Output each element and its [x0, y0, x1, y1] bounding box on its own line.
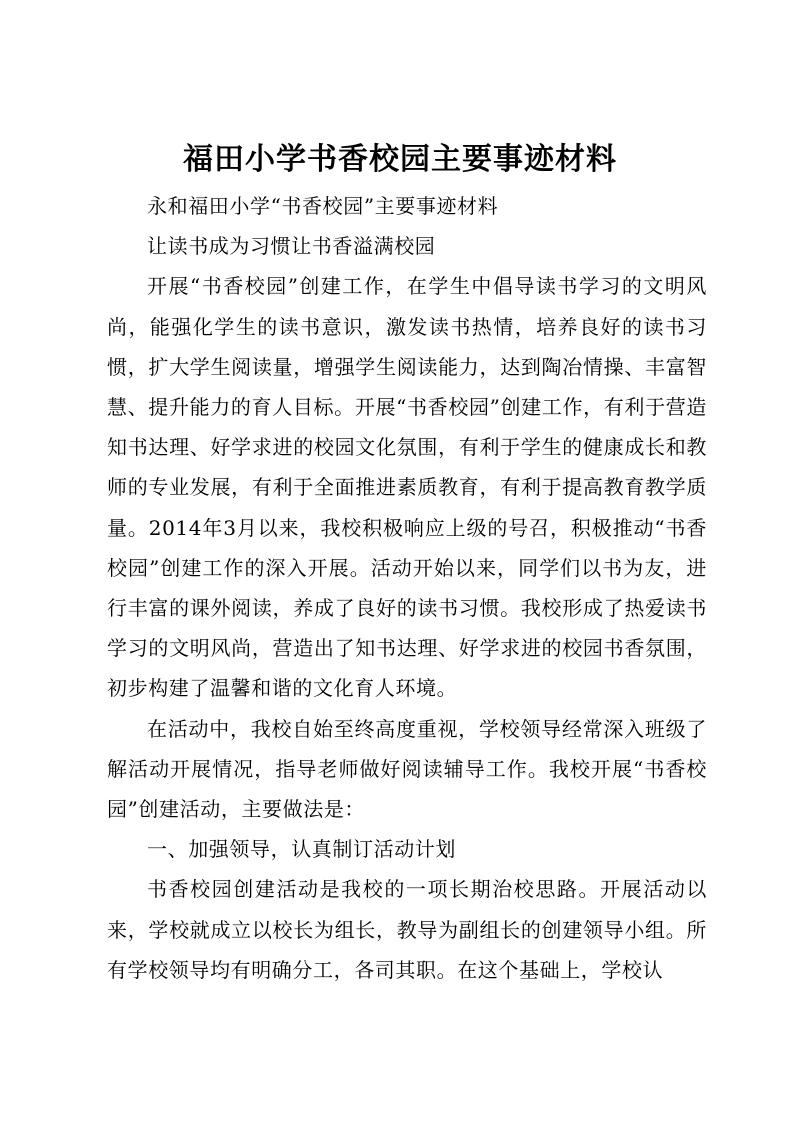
slogan-paragraph: 让读书成为习惯让书香溢满校园 — [147, 234, 436, 259]
leadership-paragraph: 书香校园创建活动是我校的一项长期治校思路。开展活动以来，学校就成立以校长为组长，教导为副组长的创建领导小组。所有学校领导均有明确分工，各司其职。在这个基础上，学校认 — [107, 877, 707, 982]
intro-paragraph: 开展“书香校园”创建工作，在学生中倡导读书学习的文明风尚，能强化学生的读书意识，激发读书热情，培养良好的读书习惯，扩大学生阅读量，增强学生阅读能力，达到陶冶情操、丰富智慧、提升能力的育人目标。开展“书香校园”创建工作，有利于营造知书达理、好学求进的校园文化氛围，有利于学生的健康成长和教师的专业发展，有利于全面推进素质教育，有利于提高教育教学质量。2014年3月以来，我校积极响应上级的号召，积极推动“书香校园”创建工作的深入开展。活动开始以来，同学们以书为友，进行丰富的课外阅读，养成了良好的读书习惯。我校形成了热爱读书学习的文明风尚，营造出了知书达理、好学求进的校园书香氛围，初步构建了温馨和谐的文化育人环境。 — [107, 274, 707, 701]
document-title: 福田小学书香校园主要事迹材料 — [183, 142, 617, 177]
document-body — [107, 186, 707, 990]
section-heading: 一、加强领导，认真制订活动计划 — [147, 837, 456, 862]
subtitle-paragraph: 永和福田小学“书香校园”主要事迹材料 — [147, 194, 499, 218]
activity-paragraph: 在活动中，我校自始至终高度重视，学校领导经常深入班级了解活动开展情况，指导老师做好阅读辅导工作。我校开展“书香校园”创建活动，主要做法是： — [107, 716, 707, 822]
